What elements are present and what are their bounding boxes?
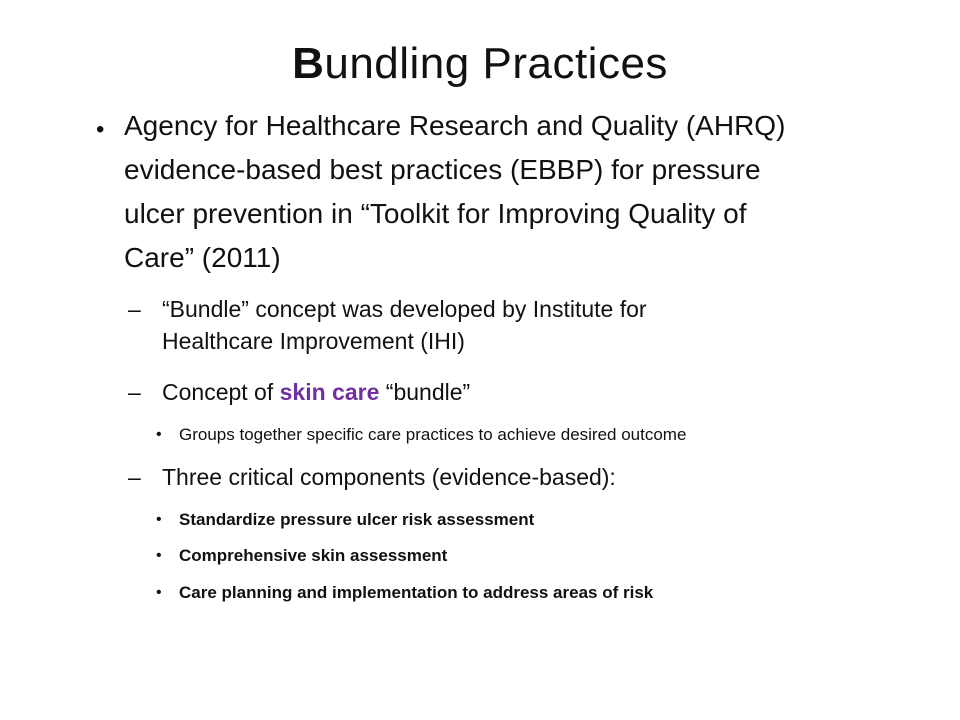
sub-1-line-1: “Bundle” concept was developed by Institute for — [162, 296, 647, 322]
sub-2 — [162, 376, 470, 408]
sub-3-item-3: Care planning and implementation to address areas of risk — [179, 583, 654, 602]
bullet-1-line-2: evidence-based best practices (EBBP) for pressure — [124, 154, 761, 185]
sub-2-prefix: Concept of — [162, 379, 280, 405]
sub-2-accent: skin care — [279, 379, 380, 405]
sub-3-item-1: Standardize pressure ulcer risk assessment — [179, 510, 535, 529]
dash-icon: – — [128, 379, 141, 405]
sub-3: Three critical components (evidence-based): — [162, 464, 616, 490]
bullet-icon: • — [156, 426, 162, 443]
sub-3-item-2: Comprehensive skin assessment — [179, 546, 448, 565]
dash-icon: – — [128, 464, 141, 490]
bullet-1-line-1: Agency for Healthcare Research and Quality (AHRQ) — [124, 110, 786, 141]
bullet-icon: • — [156, 584, 162, 601]
dash-icon: – — [128, 296, 141, 322]
bullet-1-line-3: ulcer prevention in “Toolkit for Improving Quality of — [124, 198, 747, 229]
sub-2-item: Groups together specific care practices to achieve desired outcome — [179, 425, 687, 444]
sub-2-suffix: “bundle” — [379, 379, 471, 405]
bullet-icon: • — [156, 511, 162, 528]
bullet-icon: • — [96, 116, 105, 143]
title-rest: undling Practices — [324, 39, 668, 88]
bullet-icon: • — [156, 547, 162, 564]
sub-1-line-2: Healthcare Improvement (IHI) — [162, 328, 465, 354]
title-first-letter: B — [292, 39, 325, 88]
bullet-1-line-4: Care” (2011) — [124, 242, 281, 273]
